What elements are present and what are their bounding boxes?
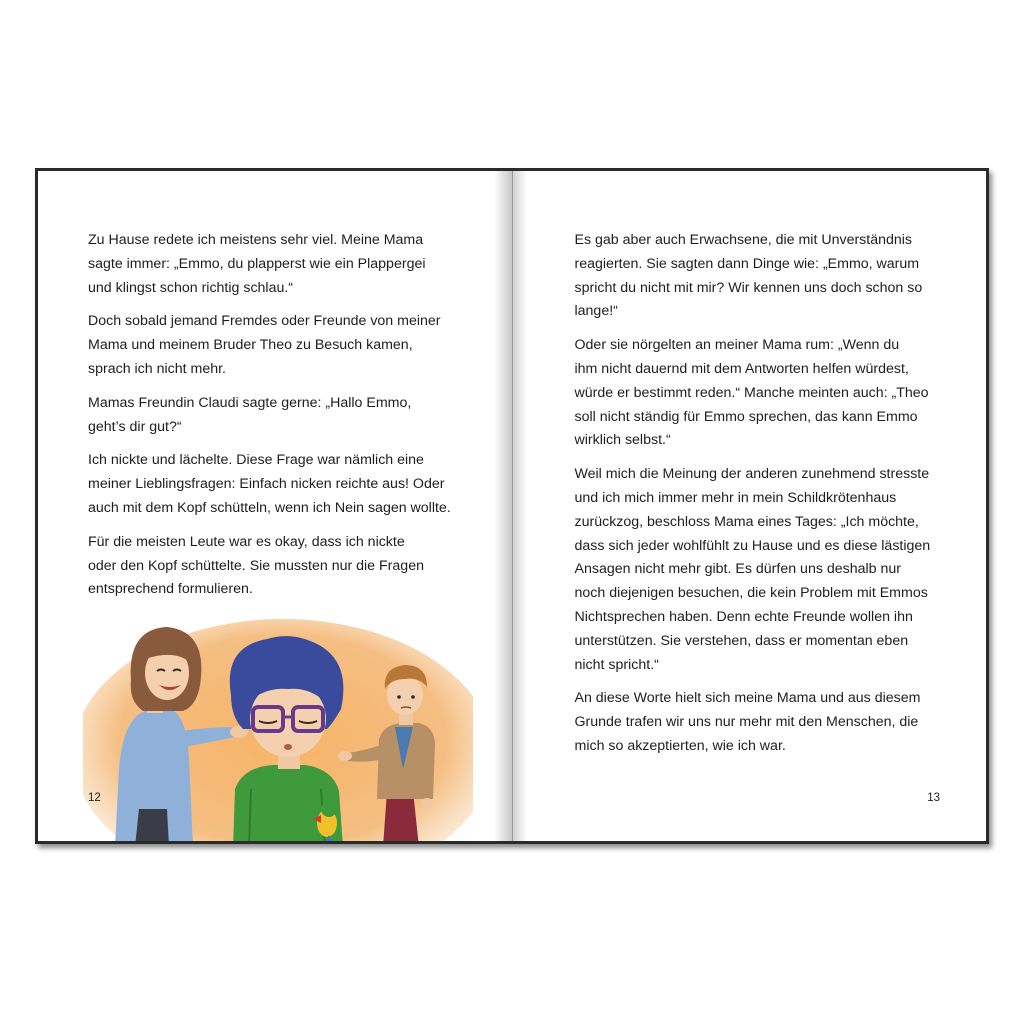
spine-shadow [494,171,512,841]
paragraph: Es gab aber auch Erwachsene, die mit Unverständnis reagierten. Sie sagten dann Dinge wie: „Emmo, warum spricht du nicht mit mir? Wir kennen uns doch schon so lange!“ [574,232,923,320]
illustration-mother-emmo-theo [83,619,473,841]
page-number-right: 13 [927,792,940,804]
paragraph: Für die meisten Leute war es okay, dass ich nickte oder den Kopf schüttelte. Sie mussten nur die Fragen entsprechend formulieren. [88,533,424,598]
paragraph: Oder sie nörgelten an meiner Mama rum: „Wenn du ihm nicht dauernd mit dem Antworten helfen würdest, würde er bestimmt reden.“ Manche meinten auch: „Theo soll nicht ständig für Emmo sprechen, das kann Emmo wirklich selbst.“ [574,337,929,449]
paragraph: Zu Hause redete ich meistens sehr viel. Meine Mama sagte immer: „Emmo, du plapperst wie ein Plappergei und klingst schon richtig schlau.“ [88,232,426,296]
paragraph: Mamas Freundin Claudi sagte gerne: „Hallo Emmo, geht’s dir gut?“ [88,394,412,435]
left-page [38,171,513,841]
spine-shadow [513,171,527,841]
open-book-spread [35,168,989,844]
page-number-left: 12 [88,792,101,804]
paragraph: An diese Worte hielt sich meine Mama und aus diesem Grunde trafen wir uns nur mehr mit den Menschen, die mich so akzeptierten, wie ich war. [574,690,921,754]
right-page [513,171,987,841]
paragraph: Ich nickte und lächelte. Diese Frage war nämlich eine meiner Lieblingsfragen: Einfach nicken reichte aus! Oder auch mit dem Kopf schütteln, wenn ich Nein sagen wollte. [88,452,451,516]
left-page-text [88,229,468,612]
right-page-text [575,229,955,769]
paragraph: Doch sobald jemand Fremdes oder Freunde von meiner Mama und meinem Bruder Theo zu Besuch kamen, sprach ich nicht mehr. [88,313,441,377]
paragraph: Weil mich die Meinung der anderen zunehmend stresste und ich mich immer mehr in mein Schildkrötenhaus zurückzog, beschloss Mama eines Tages: „Ich möchte, dass sich jeder wohlfühlt zu Hause und es diese lästigen Ansagen nicht mehr gibt. Es dürfen uns deshalb nur noch diejenigen besuchen, die kein Problem mit Emmos Nichtsprechen haben. Denn echte Freunde wollen ihn unterstützen. Sie verstehen, dass er momentan eben nicht spricht.“ [574,466,931,673]
